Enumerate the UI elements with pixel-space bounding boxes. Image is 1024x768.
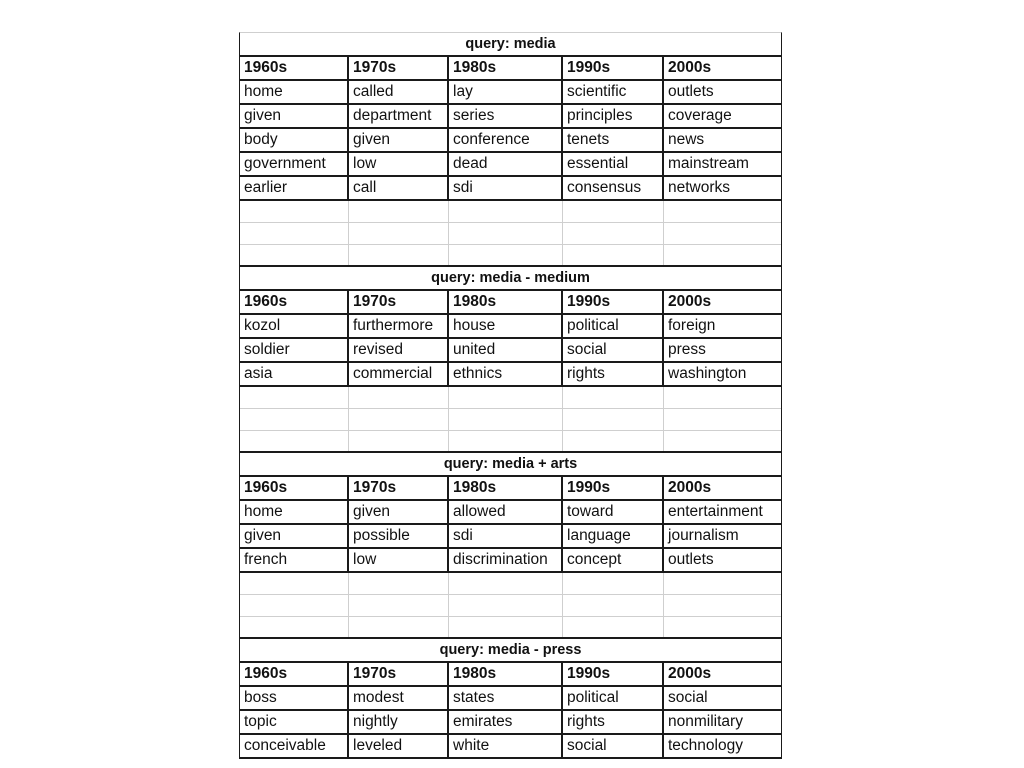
table-row [240, 548, 781, 572]
term-cell[interactable]: toward [562, 500, 663, 524]
term-cell[interactable]: united [448, 338, 562, 362]
term-cell[interactable]: journalism [663, 524, 781, 548]
empty-cell[interactable] [663, 594, 781, 616]
term-cell[interactable]: emirates [448, 710, 562, 734]
term-cell[interactable]: revised [348, 338, 448, 362]
empty-cell[interactable] [348, 572, 448, 594]
empty-cell[interactable] [240, 572, 348, 594]
term-cell[interactable]: call [348, 176, 448, 200]
term-cell[interactable]: mainstream [663, 152, 781, 176]
empty-cell[interactable] [448, 616, 562, 638]
term-cell[interactable]: home [240, 500, 348, 524]
term-cell[interactable]: nightly [348, 710, 448, 734]
term-cell[interactable]: given [240, 524, 348, 548]
empty-cell[interactable] [348, 244, 448, 266]
table-row [240, 128, 781, 152]
table-row [240, 152, 781, 176]
term-cell[interactable]: home [240, 80, 348, 104]
term-cell[interactable]: conceivable [240, 734, 348, 758]
term-cell[interactable]: given [348, 500, 448, 524]
decade-header-cell[interactable]: 1970s [348, 56, 448, 80]
table-row [240, 338, 781, 362]
decade-header-cell[interactable]: 1980s [448, 476, 562, 500]
empty-cell[interactable] [448, 408, 562, 430]
term-cell[interactable]: scientific [562, 80, 663, 104]
empty-cell[interactable] [240, 200, 348, 222]
term-cell[interactable]: social [562, 734, 663, 758]
term-cell[interactable]: french [240, 548, 348, 572]
empty-cell[interactable] [348, 616, 448, 638]
term-cell[interactable]: foreign [663, 314, 781, 338]
table-row [240, 524, 781, 548]
term-cell[interactable]: dead [448, 152, 562, 176]
empty-cell[interactable] [663, 430, 781, 452]
empty-cell[interactable] [240, 616, 348, 638]
empty-cell[interactable] [348, 408, 448, 430]
term-cell[interactable]: press [663, 338, 781, 362]
term-cell[interactable]: coverage [663, 104, 781, 128]
empty-cell[interactable] [448, 386, 562, 408]
term-cell[interactable]: low [348, 548, 448, 572]
empty-cell[interactable] [348, 430, 448, 452]
term-cell[interactable]: networks [663, 176, 781, 200]
decade-header-cell[interactable]: 1990s [562, 476, 663, 500]
table-row [240, 176, 781, 200]
empty-cell[interactable] [240, 430, 348, 452]
empty-cell[interactable] [448, 594, 562, 616]
empty-cell[interactable] [240, 594, 348, 616]
term-cell[interactable]: language [562, 524, 663, 548]
section-title-row [240, 638, 781, 662]
empty-cell[interactable] [663, 222, 781, 244]
empty-row [240, 616, 781, 638]
term-cell[interactable]: given [240, 104, 348, 128]
section-title-row [240, 266, 781, 290]
term-cell[interactable]: series [448, 104, 562, 128]
term-cell[interactable]: called [348, 80, 448, 104]
empty-cell[interactable] [562, 244, 663, 266]
term-cell[interactable]: discrimination [448, 548, 562, 572]
term-cell[interactable]: technology [663, 734, 781, 758]
section-title[interactable]: query: media - press [240, 638, 781, 662]
term-cell[interactable]: low [348, 152, 448, 176]
decade-header-row [240, 476, 781, 500]
term-cell[interactable]: white [448, 734, 562, 758]
term-cell[interactable]: possible [348, 524, 448, 548]
term-cell[interactable]: sdi [448, 524, 562, 548]
empty-cell[interactable] [663, 572, 781, 594]
term-cell[interactable]: ethnics [448, 362, 562, 386]
decade-header-cell[interactable]: 1990s [562, 290, 663, 314]
decade-header-cell[interactable]: 1970s [348, 290, 448, 314]
term-cell[interactable]: nonmilitary [663, 710, 781, 734]
empty-cell[interactable] [348, 594, 448, 616]
empty-cell[interactable] [663, 386, 781, 408]
term-cell[interactable]: rights [562, 362, 663, 386]
term-cell[interactable]: lay [448, 80, 562, 104]
term-cell[interactable]: states [448, 686, 562, 710]
table-row [240, 80, 781, 104]
term-cell[interactable]: allowed [448, 500, 562, 524]
decade-header-row [240, 56, 781, 80]
decade-header-cell[interactable]: 1980s [448, 662, 562, 686]
term-cell[interactable]: furthermore [348, 314, 448, 338]
empty-cell[interactable] [348, 200, 448, 222]
term-cell[interactable]: political [562, 314, 663, 338]
decade-header-cell[interactable]: 2000s [663, 56, 781, 80]
term-cell[interactable]: news [663, 128, 781, 152]
term-cell[interactable]: social [663, 686, 781, 710]
empty-cell[interactable] [663, 200, 781, 222]
empty-row [240, 222, 781, 244]
empty-row [240, 200, 781, 222]
empty-cell[interactable] [240, 244, 348, 266]
term-cell[interactable]: conference [448, 128, 562, 152]
decade-header-row [240, 290, 781, 314]
table-row [240, 710, 781, 734]
term-cell[interactable]: modest [348, 686, 448, 710]
term-cell[interactable]: given [348, 128, 448, 152]
decade-header-cell[interactable]: 1960s [240, 56, 348, 80]
decade-header-cell[interactable]: 1960s [240, 290, 348, 314]
empty-cell[interactable] [448, 244, 562, 266]
term-cell[interactable]: boss [240, 686, 348, 710]
empty-cell[interactable] [240, 408, 348, 430]
decade-header-cell[interactable]: 1990s [562, 56, 663, 80]
term-cell[interactable]: outlets [663, 548, 781, 572]
empty-cell[interactable] [562, 200, 663, 222]
empty-cell[interactable] [562, 430, 663, 452]
query-results-table [240, 33, 781, 759]
decade-header-cell[interactable]: 1980s [448, 56, 562, 80]
empty-cell[interactable] [562, 222, 663, 244]
empty-row [240, 572, 781, 594]
term-cell[interactable]: principles [562, 104, 663, 128]
term-cell[interactable]: body [240, 128, 348, 152]
term-cell[interactable]: entertainment [663, 500, 781, 524]
empty-cell[interactable] [240, 222, 348, 244]
section-title-row [240, 452, 781, 476]
section-title[interactable]: query: media + arts [240, 452, 781, 476]
empty-row [240, 430, 781, 452]
table-row [240, 686, 781, 710]
empty-cell[interactable] [562, 572, 663, 594]
decade-header-cell[interactable]: 1990s [562, 662, 663, 686]
table-row [240, 314, 781, 338]
empty-cell[interactable] [448, 572, 562, 594]
term-cell[interactable]: commercial [348, 362, 448, 386]
decade-header-cell[interactable]: 1970s [348, 476, 448, 500]
term-cell[interactable]: sdi [448, 176, 562, 200]
term-cell[interactable]: leveled [348, 734, 448, 758]
term-cell[interactable]: department [348, 104, 448, 128]
empty-cell[interactable] [348, 386, 448, 408]
section-title-row [240, 33, 781, 56]
term-cell[interactable]: outlets [663, 80, 781, 104]
decade-header-row [240, 662, 781, 686]
decade-header-cell[interactable]: 1960s [240, 662, 348, 686]
empty-row [240, 594, 781, 616]
term-cell[interactable]: concept [562, 548, 663, 572]
term-cell[interactable]: government [240, 152, 348, 176]
term-cell[interactable]: rights [562, 710, 663, 734]
term-cell[interactable]: asia [240, 362, 348, 386]
term-cell[interactable]: topic [240, 710, 348, 734]
empty-cell[interactable] [448, 430, 562, 452]
term-cell[interactable]: essential [562, 152, 663, 176]
term-cell[interactable]: tenets [562, 128, 663, 152]
empty-row [240, 408, 781, 430]
table-row [240, 104, 781, 128]
decade-header-cell[interactable]: 2000s [663, 290, 781, 314]
decade-header-cell[interactable]: 2000s [663, 662, 781, 686]
empty-row [240, 244, 781, 266]
decade-header-cell[interactable]: 2000s [663, 476, 781, 500]
table-row [240, 734, 781, 758]
empty-cell[interactable] [663, 616, 781, 638]
empty-row [240, 386, 781, 408]
term-cell[interactable]: political [562, 686, 663, 710]
section-title[interactable]: query: media - medium [240, 266, 781, 290]
term-cell[interactable]: soldier [240, 338, 348, 362]
empty-cell[interactable] [448, 222, 562, 244]
term-cell[interactable]: house [448, 314, 562, 338]
term-cell[interactable]: kozol [240, 314, 348, 338]
term-cell[interactable]: washington [663, 362, 781, 386]
empty-cell[interactable] [240, 386, 348, 408]
empty-cell[interactable] [448, 200, 562, 222]
term-cell[interactable]: earlier [240, 176, 348, 200]
term-cell[interactable]: consensus [562, 176, 663, 200]
empty-cell[interactable] [562, 594, 663, 616]
term-cell[interactable]: social [562, 338, 663, 362]
empty-cell[interactable] [562, 616, 663, 638]
empty-cell[interactable] [562, 386, 663, 408]
decade-header-cell[interactable]: 1980s [448, 290, 562, 314]
empty-cell[interactable] [663, 244, 781, 266]
decade-header-cell[interactable]: 1960s [240, 476, 348, 500]
empty-cell[interactable] [348, 222, 448, 244]
table-row [240, 500, 781, 524]
decade-header-cell[interactable]: 1970s [348, 662, 448, 686]
section-title[interactable]: query: media [240, 33, 781, 56]
empty-cell[interactable] [663, 408, 781, 430]
empty-cell[interactable] [562, 408, 663, 430]
table-row [240, 362, 781, 386]
spreadsheet [239, 32, 782, 759]
